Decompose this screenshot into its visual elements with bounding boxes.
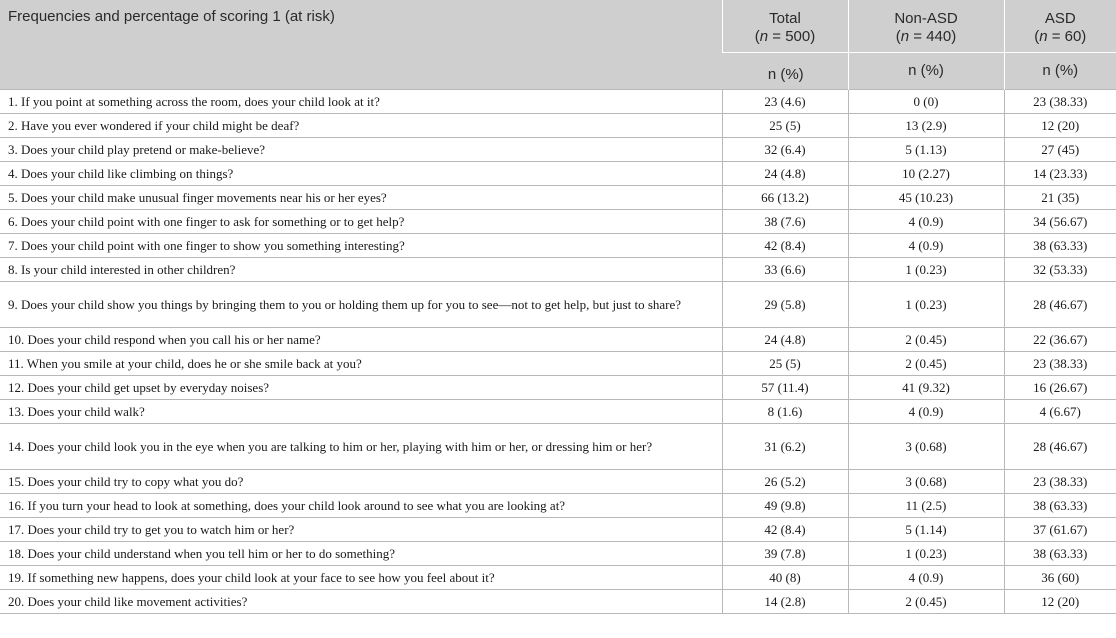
table-header: [0, 0, 1116, 90]
asd-cell: 12 (20): [1004, 114, 1116, 138]
total-cell: 24 (4.8): [722, 328, 848, 352]
header-group-n: (n = 60): [1034, 28, 1087, 45]
total-cell: 57 (11.4): [722, 376, 848, 400]
header-non-asd: [848, 0, 1004, 53]
total-cell: 26 (5.2): [722, 470, 848, 494]
question-cell: 4. Does your child like climbing on things?: [0, 162, 722, 186]
non-asd-cell: 1 (0.23): [848, 258, 1004, 282]
total-cell: 49 (9.8): [722, 494, 848, 518]
table-row: [0, 424, 1116, 470]
table-row: [0, 494, 1116, 518]
table-row: [0, 518, 1116, 542]
asd-cell: 23 (38.33): [1004, 470, 1116, 494]
non-asd-cell: 1 (0.23): [848, 542, 1004, 566]
table-title: Frequencies and percentage of scoring 1 (at risk): [0, 0, 722, 90]
total-cell: 39 (7.8): [722, 542, 848, 566]
question-cell: 8. Is your child interested in other children?: [0, 258, 722, 282]
total-cell: 8 (1.6): [722, 400, 848, 424]
table-row: [0, 210, 1116, 234]
question-cell: 1. If you point at something across the room, does your child look at it?: [0, 90, 722, 114]
table-row: [0, 542, 1116, 566]
asd-cell: 23 (38.33): [1004, 352, 1116, 376]
non-asd-cell: 2 (0.45): [848, 328, 1004, 352]
asd-cell: 12 (20): [1004, 590, 1116, 614]
question-cell: 14. Does your child look you in the eye when you are talking to him or her, playing with him or her, or dressing him or her?: [0, 424, 722, 470]
asd-cell: 4 (6.67): [1004, 400, 1116, 424]
asd-cell: 16 (26.67): [1004, 376, 1116, 400]
header-total: [722, 0, 848, 53]
total-cell: 31 (6.2): [722, 424, 848, 470]
asd-cell: 23 (38.33): [1004, 90, 1116, 114]
question-cell: 5. Does your child make unusual finger movements near his or her eyes?: [0, 186, 722, 210]
table-row: [0, 282, 1116, 328]
table-row: [0, 566, 1116, 590]
table-row: [0, 376, 1116, 400]
question-cell: 18. Does your child understand when you tell him or her to do something?: [0, 542, 722, 566]
table-row: [0, 138, 1116, 162]
table-row: [0, 400, 1116, 424]
asd-cell: 37 (61.67): [1004, 518, 1116, 542]
question-cell: 20. Does your child like movement activities?: [0, 590, 722, 614]
subheader-total: n (%): [722, 53, 848, 90]
asd-cell: 14 (23.33): [1004, 162, 1116, 186]
non-asd-cell: 4 (0.9): [848, 566, 1004, 590]
total-cell: 25 (5): [722, 114, 848, 138]
question-cell: 7. Does your child point with one finger to show you something interesting?: [0, 234, 722, 258]
non-asd-cell: 1 (0.23): [848, 282, 1004, 328]
non-asd-cell: 3 (0.68): [848, 424, 1004, 470]
total-cell: 14 (2.8): [722, 590, 848, 614]
header-group-name: ASD: [1044, 10, 1076, 27]
question-cell: 9. Does your child show you things by bringing them to you or holding them up for you to see—not to get help, but just to share?: [0, 282, 722, 328]
total-cell: 29 (5.8): [722, 282, 848, 328]
table-row: [0, 114, 1116, 138]
non-asd-cell: 45 (10.23): [848, 186, 1004, 210]
asd-cell: 32 (53.33): [1004, 258, 1116, 282]
non-asd-cell: 10 (2.27): [848, 162, 1004, 186]
total-cell: 32 (6.4): [722, 138, 848, 162]
table-row: [0, 590, 1116, 614]
non-asd-cell: 3 (0.68): [848, 470, 1004, 494]
table-row: [0, 162, 1116, 186]
question-cell: 11. When you smile at your child, does he or she smile back at you?: [0, 352, 722, 376]
total-cell: 23 (4.6): [722, 90, 848, 114]
table-row: [0, 352, 1116, 376]
header-group-name: Non-ASD: [894, 10, 958, 27]
question-cell: 6. Does your child point with one finger to ask for something or to get help?: [0, 210, 722, 234]
asd-cell: 21 (35): [1004, 186, 1116, 210]
asd-cell: 28 (46.67): [1004, 424, 1116, 470]
table-row: [0, 234, 1116, 258]
table-row: [0, 186, 1116, 210]
non-asd-cell: 13 (2.9): [848, 114, 1004, 138]
table-row: [0, 258, 1116, 282]
non-asd-cell: 11 (2.5): [848, 494, 1004, 518]
total-cell: 66 (13.2): [722, 186, 848, 210]
total-cell: 33 (6.6): [722, 258, 848, 282]
header-group-name: Total: [769, 10, 801, 27]
non-asd-cell: 5 (1.14): [848, 518, 1004, 542]
question-cell: 15. Does your child try to copy what you do?: [0, 470, 722, 494]
asd-cell: 22 (36.67): [1004, 328, 1116, 352]
asd-cell: 38 (63.33): [1004, 234, 1116, 258]
question-cell: 2. Have you ever wondered if your child might be deaf?: [0, 114, 722, 138]
asd-cell: 36 (60): [1004, 566, 1116, 590]
total-cell: 25 (5): [722, 352, 848, 376]
non-asd-cell: 4 (0.9): [848, 400, 1004, 424]
subheader-asd: n (%): [1004, 53, 1116, 90]
asd-cell: 38 (63.33): [1004, 542, 1116, 566]
non-asd-cell: 4 (0.9): [848, 210, 1004, 234]
non-asd-cell: 2 (0.45): [848, 590, 1004, 614]
total-cell: 42 (8.4): [722, 518, 848, 542]
non-asd-cell: 2 (0.45): [848, 352, 1004, 376]
asd-cell: 28 (46.67): [1004, 282, 1116, 328]
asd-cell: 34 (56.67): [1004, 210, 1116, 234]
subheader-non-asd: n (%): [848, 53, 1004, 90]
table-row: [0, 328, 1116, 352]
question-cell: 12. Does your child get upset by everyday noises?: [0, 376, 722, 400]
table-body: [0, 90, 1116, 614]
non-asd-cell: 0 (0): [848, 90, 1004, 114]
header-group-n: (n = 440): [895, 28, 957, 45]
non-asd-cell: 5 (1.13): [848, 138, 1004, 162]
total-cell: 40 (8): [722, 566, 848, 590]
question-cell: 10. Does your child respond when you call his or her name?: [0, 328, 722, 352]
question-cell: 17. Does your child try to get you to watch him or her?: [0, 518, 722, 542]
non-asd-cell: 41 (9.32): [848, 376, 1004, 400]
total-cell: 42 (8.4): [722, 234, 848, 258]
question-cell: 13. Does your child walk?: [0, 400, 722, 424]
total-cell: 24 (4.8): [722, 162, 848, 186]
question-cell: 16. If you turn your head to look at something, does your child look around to see what you are looking at?: [0, 494, 722, 518]
asd-cell: 38 (63.33): [1004, 494, 1116, 518]
table-row: [0, 470, 1116, 494]
question-cell: 19. If something new happens, does your child look at your face to see how you feel about it?: [0, 566, 722, 590]
table-row: [0, 90, 1116, 114]
question-cell: 3. Does your child play pretend or make-believe?: [0, 138, 722, 162]
header-group-n: (n = 500): [754, 28, 816, 45]
non-asd-cell: 4 (0.9): [848, 234, 1004, 258]
total-cell: 38 (7.6): [722, 210, 848, 234]
asd-cell: 27 (45): [1004, 138, 1116, 162]
header-asd: [1004, 0, 1116, 53]
